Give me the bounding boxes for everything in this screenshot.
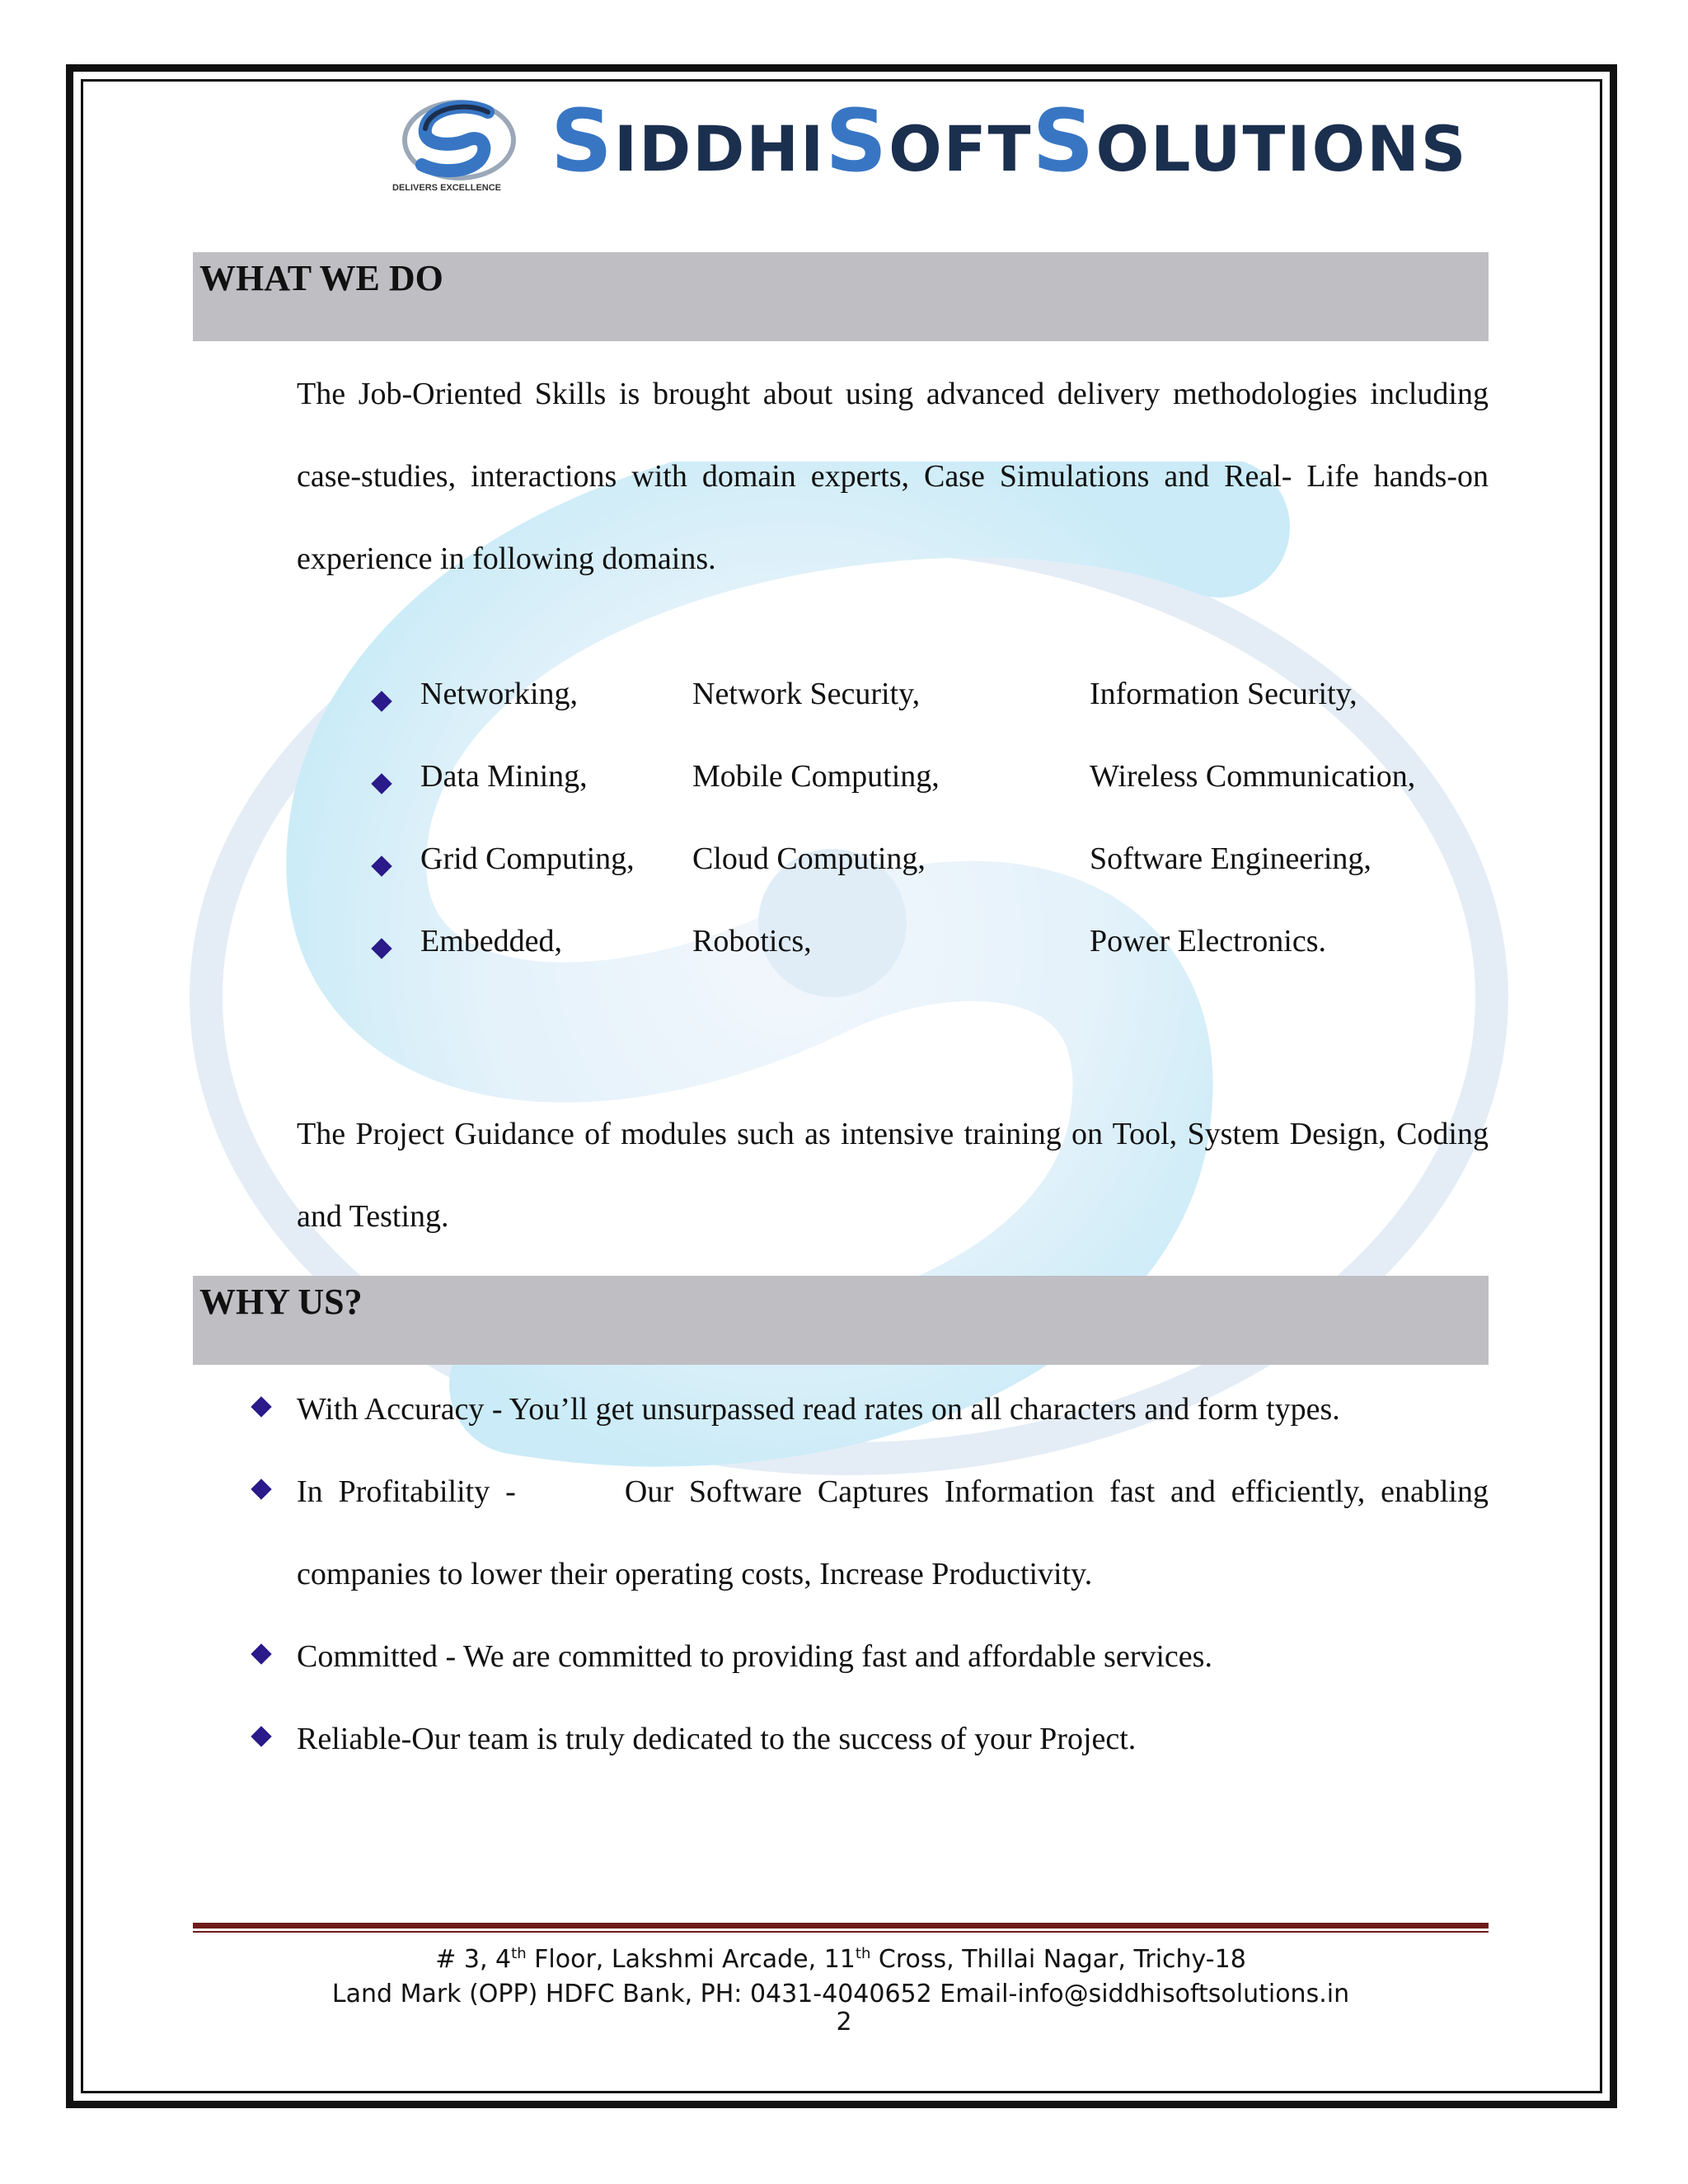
ordinal-suffix: th (511, 1945, 527, 1962)
diamond-bullet-icon (371, 691, 392, 711)
brand-initial-3: S (1032, 91, 1096, 191)
page-number: 2 (836, 2008, 852, 2036)
domain-row (374, 676, 1528, 758)
address-part: # 3, 4 (435, 1945, 512, 1974)
brand-word-3: OLUTIONS (1095, 112, 1468, 185)
domain-item: Embedded, (420, 924, 563, 958)
ordinal-suffix: th (855, 1945, 871, 1962)
list-item-text: With Accuracy - You’ll get unsurpassed read rates on all characters and form types. (297, 1392, 1340, 1427)
section-title: WHAT WE DO (199, 258, 443, 298)
contact-line: Land Mark (OPP) HDFC Bank, PH: 0431-4040652 Email-info@siddhisoftsolutions.in (331, 1980, 1350, 2008)
brand-word-2: OFT (889, 112, 1033, 185)
diamond-bullet-icon (371, 855, 392, 876)
domain-item: Software Engineering, (1090, 841, 1372, 876)
diamond-bullet-icon (371, 773, 392, 794)
list-item (247, 1698, 1489, 1780)
domain-item: Mobile Computing, (692, 759, 940, 794)
list-item (247, 1368, 1489, 1451)
domain-item: Cloud Computing, (692, 841, 926, 876)
address-line (193, 1937, 1489, 1977)
domain-row (374, 923, 1528, 1005)
closing-paragraph: The Project Guidance of modules such as intensive training on Tool, System Design, Coding and Testing. (297, 1117, 1489, 1234)
company-name (551, 91, 1468, 191)
brand-word-1: IDDHI (613, 112, 826, 185)
logo-tagline: DELIVERS EXCELLENCE (392, 183, 502, 193)
footer-rule-thin (193, 1931, 1489, 1933)
domain-item: Networking, (420, 677, 579, 711)
diamond-bullet-icon (251, 1479, 271, 1499)
domain-item: Power Electronics. (1090, 924, 1327, 958)
footer-rule (193, 1923, 1489, 1929)
diamond-bullet-icon (371, 938, 392, 958)
domain-item: Wireless Communication, (1090, 759, 1416, 794)
section-header-what-we-do (193, 252, 1489, 341)
domain-item: Information Security, (1090, 677, 1357, 711)
diamond-bullet-icon (251, 1396, 271, 1417)
list-item-text: Reliable-Our team is truly dedicated to the success of your Project. (297, 1722, 1137, 1756)
list-item (247, 1615, 1489, 1698)
section-header-why-us (193, 1276, 1489, 1365)
list-item (247, 1451, 1497, 1615)
intro-paragraph: The Job-Oriented Skills is brought about using advanced delivery methodologies including case-studies, interactions with domain experts, Case Simulations and Real- Life hands-on experience in following domains. (297, 377, 1489, 576)
domain-list (374, 676, 1528, 1005)
footer-address (193, 1937, 1489, 2012)
domain-row (374, 841, 1528, 923)
diamond-bullet-icon (251, 1643, 271, 1664)
address-part: Cross, Thillai Nagar, Trichy-18 (870, 1945, 1246, 1974)
list-item-text: In Profitability - Our Software Captures Information fast and efficiently, enabling companies to lower their operating costs, Increase Productivity. (297, 1474, 1497, 1591)
brand-initial-1: S (551, 91, 614, 191)
domain-item: Robotics, (692, 924, 812, 958)
diamond-bullet-icon (251, 1726, 271, 1746)
domain-item: Network Security, (692, 677, 921, 711)
domain-item: Grid Computing, (420, 841, 635, 876)
domain-row (374, 758, 1528, 841)
list-item-text: Committed - We are committed to providing fast and affordable services. (297, 1639, 1212, 1674)
why-us-list (247, 1368, 1497, 1780)
domain-item: Data Mining, (420, 759, 588, 794)
brand-initial-2: S (825, 91, 889, 191)
address-part: Floor, Lakshmi Arcade, 11 (526, 1945, 856, 1974)
letterhead (0, 91, 1688, 214)
section-title: WHY US? (199, 1282, 363, 1322)
